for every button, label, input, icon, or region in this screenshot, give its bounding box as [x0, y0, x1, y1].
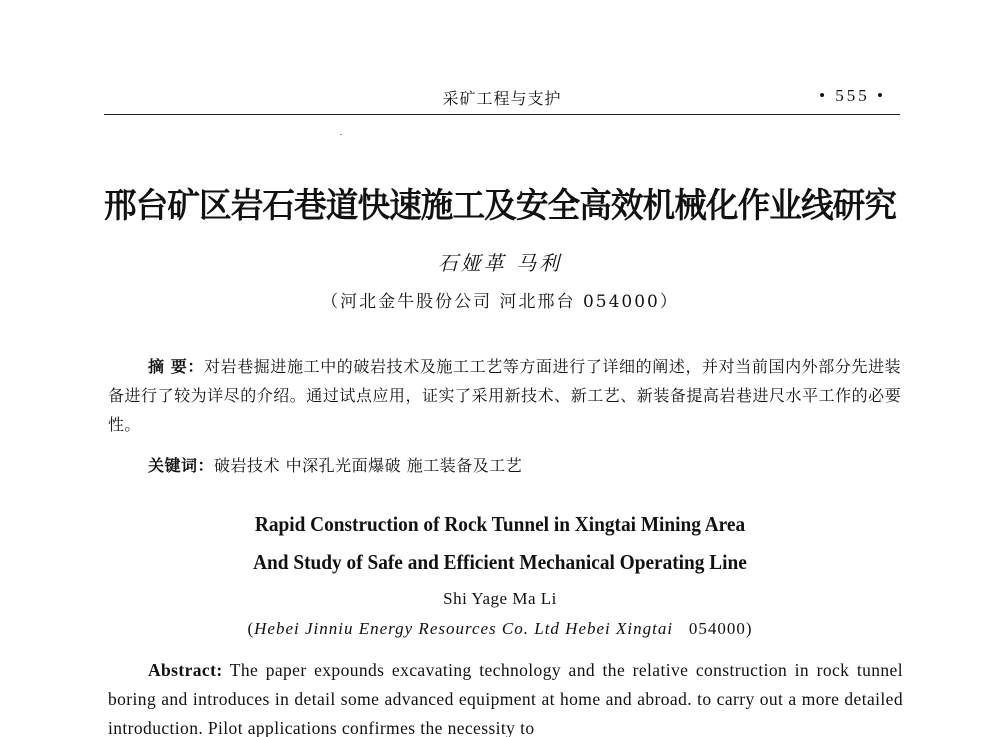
abstract-english [108, 656, 903, 737]
authors-chinese: 石娅革 马利 [437, 251, 563, 275]
title-english-line-2: And Study of Safe and Efficient Mechanical Operating Line [253, 550, 747, 574]
scan-speck [340, 134, 342, 135]
abstract-chinese-label: 摘 要： [148, 357, 204, 376]
affiliation-english-code: 054000) [688, 619, 753, 638]
abstract-english-text: The paper expounds excavating technology and the relative construction in rock tunnel boring and introduces in detail some advanced equipment at home and abroad. to carry out a more detailed introduction. Pilot applications confirmes the necessity to [108, 660, 903, 737]
keywords-chinese-text: 破岩技术 中深孔光面爆破 施工装备及工艺 [214, 456, 523, 475]
affiliation-english-open: ( [247, 619, 255, 638]
affiliation-english [0, 619, 1000, 639]
authors-english: Shi Yage Ma Li [443, 589, 557, 608]
running-header [104, 86, 900, 112]
abstract-chinese [108, 352, 901, 439]
header-rule [104, 114, 900, 115]
page-number: • 555 • [819, 86, 886, 105]
journal-name: 采矿工程与支护 [442, 89, 562, 108]
title-english-line-1: Rapid Construction of Rock Tunnel in Xingtai Mining Area [254, 512, 746, 536]
title-chinese: 邢台矿区岩石巷道快速施工及安全高效机械化作业线研究 [104, 186, 897, 226]
affiliation-english-org: Hebei Jinniu Energy Resources Co. Ltd Hebei Xingtai [254, 619, 674, 638]
affiliation-chinese: （河北金牛股份公司 河北邢台 054000） [321, 292, 679, 312]
keywords-chinese-label: 关键词： [148, 456, 215, 475]
abstract-chinese-text: 对岩巷掘进施工中的破岩技术及施工工艺等方面进行了详细的阐述，并对当前国内外部分先进装备进行了较为详尽的介绍。通过试点应用，证实了采用新技术、新工艺、新装备提高岩巷进尺水平工作的必要性。 [108, 357, 901, 434]
keywords-chinese [148, 453, 522, 476]
abstract-english-label: Abstract: [148, 660, 223, 680]
